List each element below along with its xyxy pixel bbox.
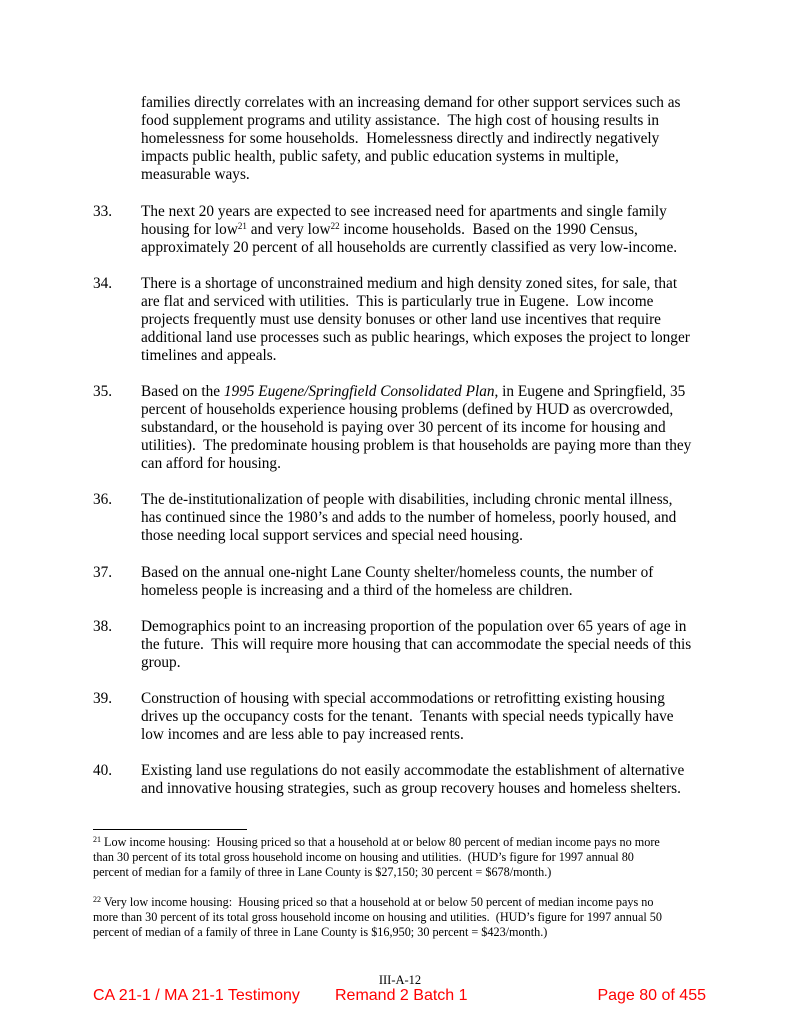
text-segment: housing for low <box>141 221 238 238</box>
footer-center: Remand 2 Batch 1 <box>335 987 468 1004</box>
text-line: utilities). The predominate housing problem is that households are paying more than they <box>141 437 692 454</box>
paragraph-number: 34. <box>93 275 113 292</box>
text-line: families directly correlates with an increasing demand for other support services such as <box>141 94 681 111</box>
text-line: Demographics point to an increasing proportion of the population over 65 years of age in <box>141 618 687 635</box>
text-line: percent of median of a family of three in Lane County is $16,950; 30 percent = $423/month.) <box>93 925 548 939</box>
text-line: and innovative housing strategies, such as group recovery houses and homeless shelters. <box>141 780 681 797</box>
text-segment: , in Eugene and Springfield, 35 <box>494 383 686 400</box>
paragraph-text <box>141 275 690 365</box>
paragraph-text <box>141 564 653 600</box>
text-line: drives up the occupancy costs for the tenant. Tenants with special needs typically have <box>141 708 674 725</box>
text-line: the future. This will require more housing that can accommodate the special needs of this <box>141 636 692 653</box>
text-line <box>93 895 662 910</box>
italic-title: 1995 Eugene/Springfield Consolidated Plan <box>223 383 495 400</box>
paragraph-text <box>141 690 674 744</box>
paragraph-text <box>141 618 691 672</box>
text-line: low incomes and are less able to pay increased rents. <box>141 726 464 743</box>
footnote-separator <box>93 829 247 830</box>
text-line: can afford for housing. <box>141 455 281 472</box>
text-line: timelines and appeals. <box>141 347 277 364</box>
text-line: The de-institutionalization of people with disabilities, including chronic mental illness, <box>141 491 673 508</box>
text-line: additional land use processes such as public hearings, which exposes the project to longer <box>141 329 690 346</box>
footer-right: Page 80 of 455 <box>597 987 706 1004</box>
text-line: Existing land use regulations do not easily accommodate the establishment of alternative <box>141 762 685 779</box>
paragraph-number: 40. <box>93 762 113 779</box>
text-line: more than 30 percent of its total gross household income on housing and utilities. (HUD’s figure for 1997 annual 50 <box>93 910 662 924</box>
text-line: percent of households experience housing problems (defined by HUD as overcrowded, <box>141 401 674 418</box>
paragraph-text <box>141 762 684 798</box>
text-line: those needing local support services and special need housing. <box>141 527 523 544</box>
text-line: Based on the annual one-night Lane County shelter/homeless counts, the number of <box>141 564 654 581</box>
text-line: measurable ways. <box>141 166 250 183</box>
paragraph-number: 38. <box>93 618 113 635</box>
footnote-reference: 22 <box>93 895 101 904</box>
text-line: The next 20 years are expected to see increased need for apartments and single family <box>141 203 667 220</box>
footnote-reference: 21 <box>93 835 101 844</box>
text-segment: Very low income housing: Housing priced so that a household at or below 50 percent of median income pays no <box>101 895 654 909</box>
text-line <box>141 221 677 239</box>
text-line: than 30 percent of its total gross household income on housing and utilities. (HUD’s figure for 1997 annual 80 <box>93 850 634 864</box>
paragraph-text <box>93 835 660 880</box>
text-line: group. <box>141 654 181 671</box>
paragraph-number: 36. <box>93 491 113 508</box>
text-line: are flat and serviced with utilities. This is particularly true in Eugene. Low income <box>141 293 654 310</box>
paragraph-number: 37. <box>93 564 113 581</box>
paragraph-number: 33. <box>93 203 113 220</box>
text-line <box>141 383 691 401</box>
paragraph-text <box>141 94 680 184</box>
paragraph-text <box>141 491 676 545</box>
text-line: There is a shortage of unconstrained medium and high density zoned sites, for sale, that <box>141 275 678 292</box>
text-line: homelessness for some households. Homelessness directly and indirectly negatively <box>141 130 660 147</box>
text-line: approximately 20 percent of all households are currently classified as very low-income. <box>141 239 678 256</box>
text-segment: income households. Based on the 1990 Census, <box>339 221 638 238</box>
paragraph-text <box>141 383 691 473</box>
text-segment: Based on the <box>141 383 224 400</box>
text-line: homeless people is increasing and a third of the homeless are children. <box>141 582 573 599</box>
footnote-reference: 21 <box>237 221 247 231</box>
paragraph-number: 35. <box>93 383 113 400</box>
text-segment: and very low <box>246 221 331 238</box>
text-line: food supplement programs and utility assistance. The high cost of housing results in <box>141 112 660 129</box>
text-line: substandard, or the household is paying over 30 percent of its income for housing and <box>141 419 666 436</box>
text-line: has continued since the 1980’s and adds to the number of homeless, poorly housed, and <box>141 509 677 526</box>
text-line: Construction of housing with special accommodations or retrofitting existing housing <box>141 690 665 707</box>
page-number: III-A-12 <box>378 973 422 987</box>
paragraph-text <box>93 895 662 940</box>
footnote-reference: 22 <box>330 221 340 231</box>
text-line: projects frequently must use density bonuses or other land use incentives that require <box>141 311 661 328</box>
text-line: impacts public health, public safety, and public education systems in multiple, <box>141 148 619 165</box>
paragraph-number: 39. <box>93 690 113 707</box>
paragraph-text <box>141 203 677 257</box>
text-segment: Low income housing: Housing priced so that a household at or below 80 percent of median income pays no more <box>101 835 660 849</box>
text-line: percent of median for a family of three in Lane County is $27,150; 30 percent = $678/month.) <box>93 865 552 879</box>
footer-left: CA 21-1 / MA 21-1 Testimony <box>93 987 300 1004</box>
text-line <box>93 835 660 850</box>
